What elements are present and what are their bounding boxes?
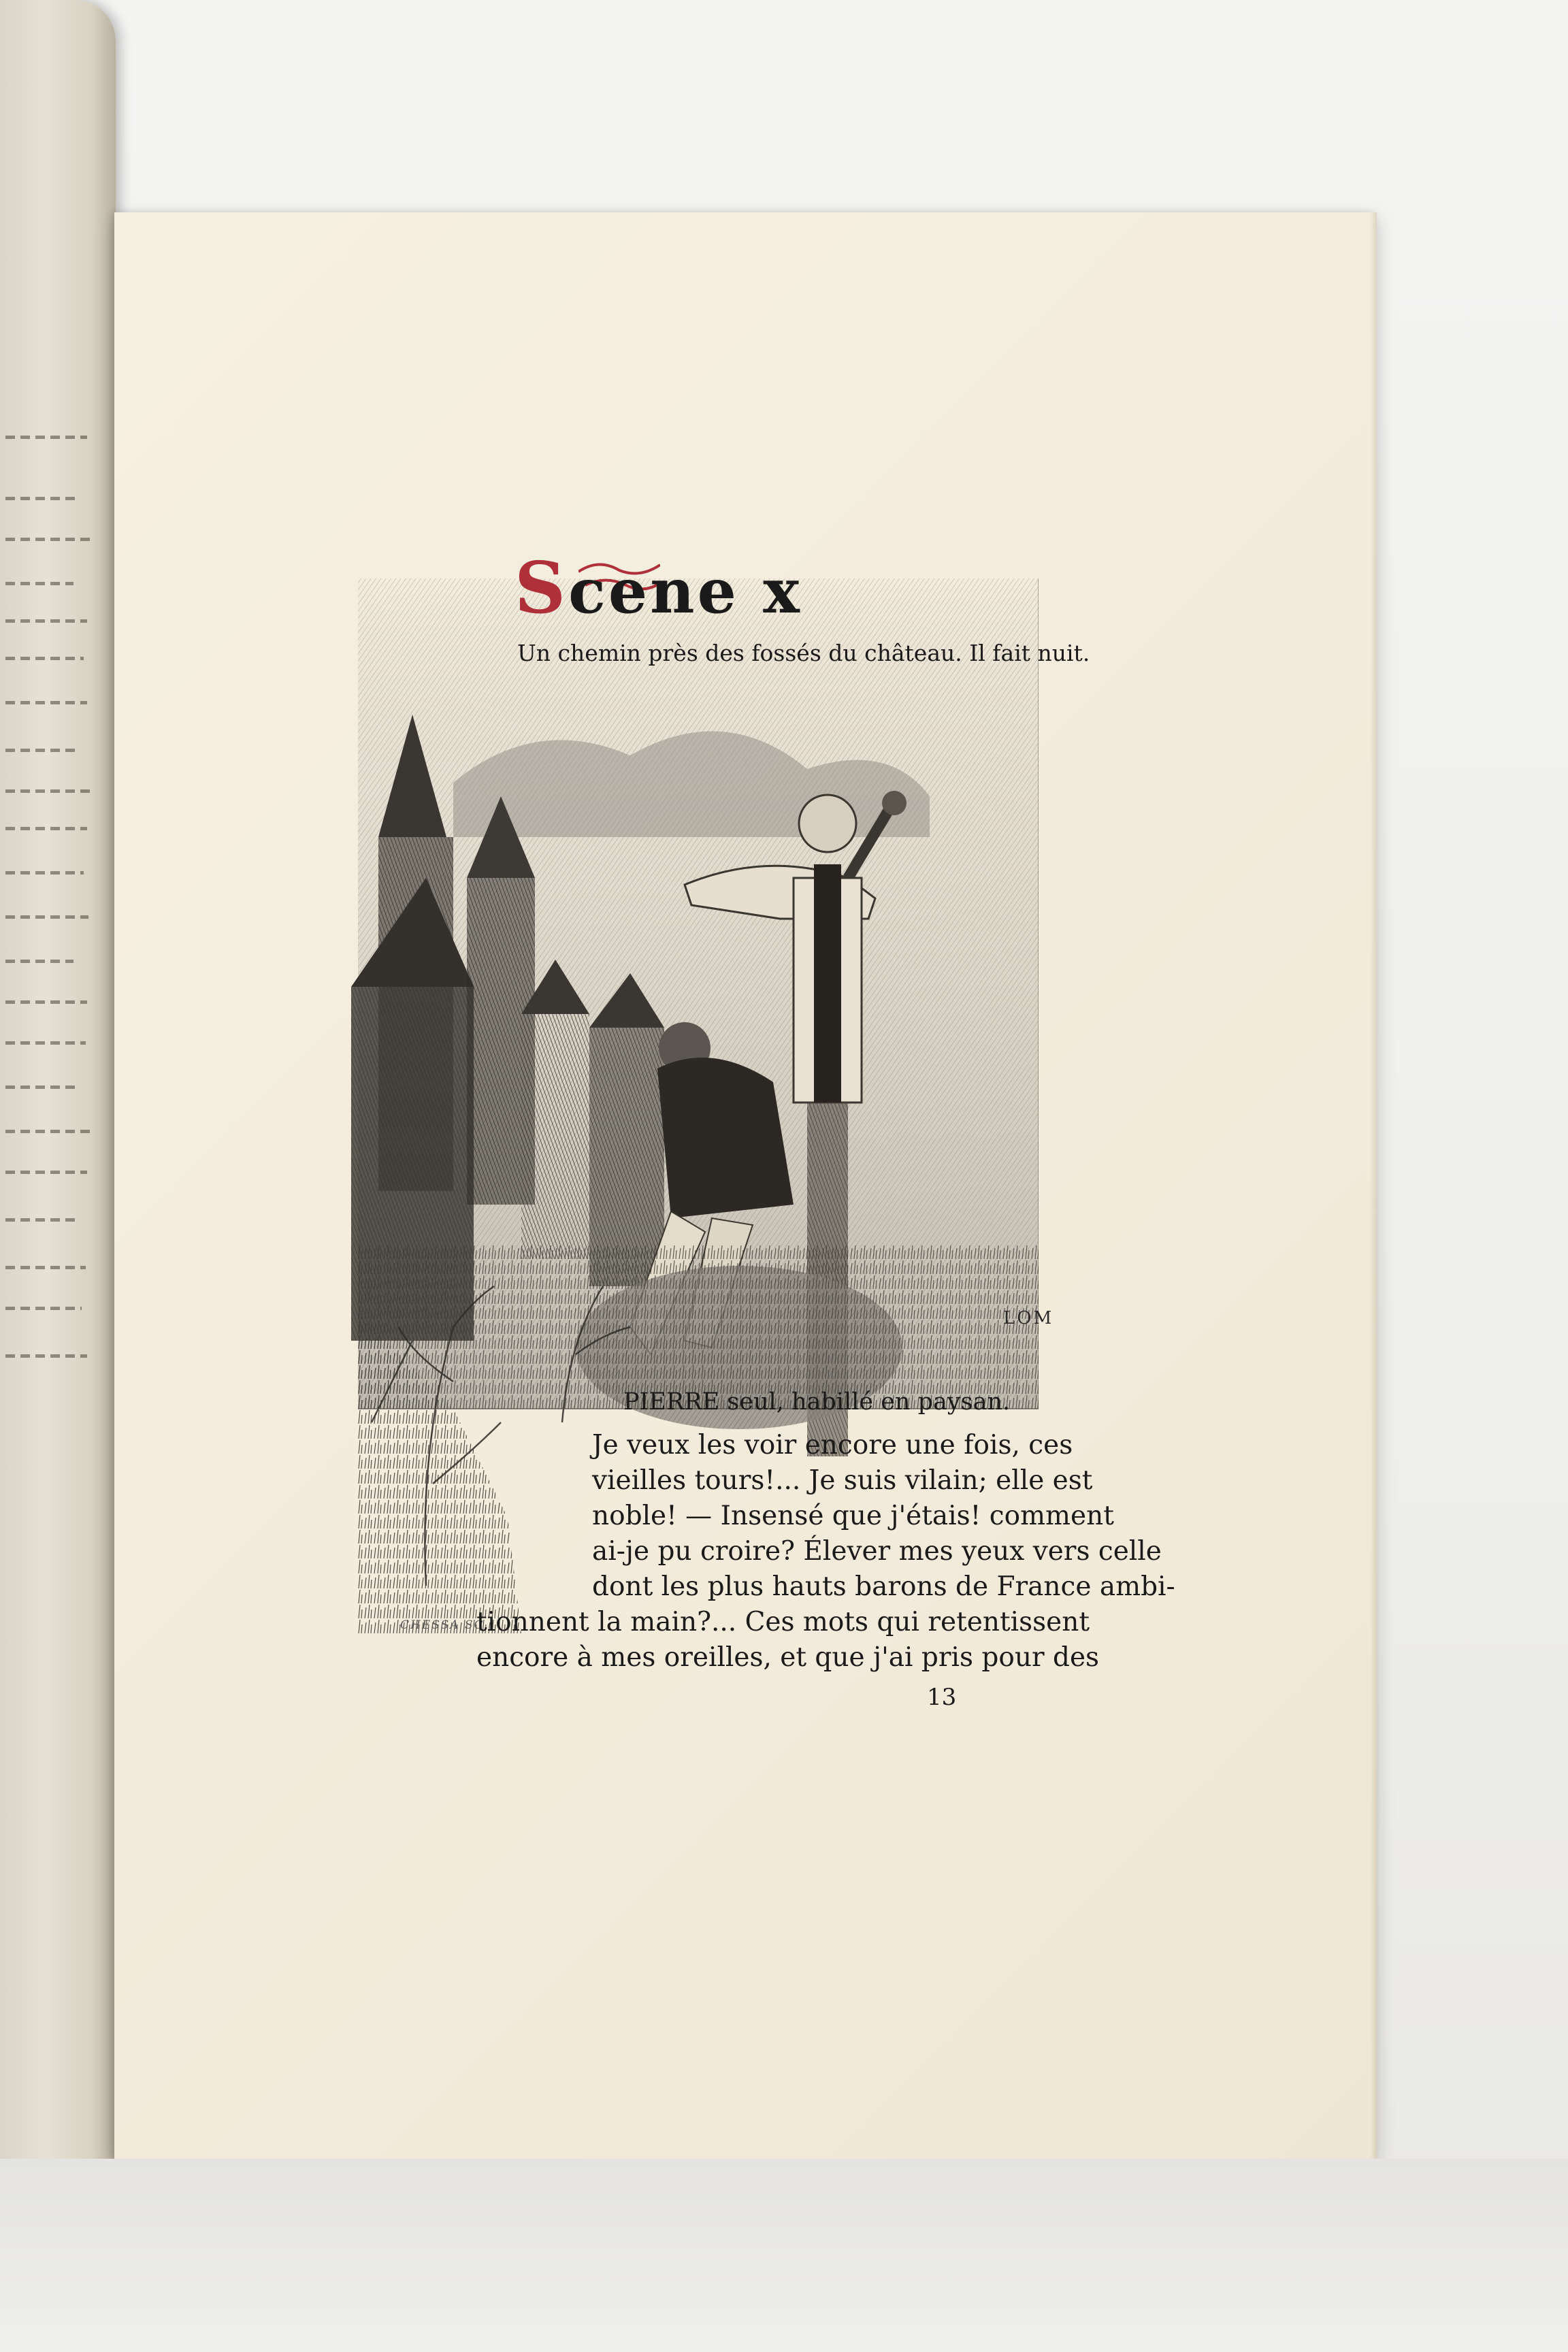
body-line: tionnent la main?... Ces mots qui retentissent <box>476 1607 1090 1637</box>
page-edge-shadow <box>1370 212 1377 2159</box>
character-direction: PIERRE seul, habillé en paysan. <box>623 1388 1011 1416</box>
scene-heading-initial: S <box>514 546 569 630</box>
scene-setting: Un chemin près des fossés du château. Il fait nuit. <box>517 640 1090 666</box>
scene-heading-rest: cene x <box>568 555 802 627</box>
page-number: 13 <box>927 1684 957 1711</box>
body-line: Je veux les voir encore une fois, ces <box>592 1430 1073 1460</box>
engraver-credit: CHESSA SC. <box>400 1618 489 1632</box>
ground <box>358 1245 1039 1409</box>
scene-heading <box>514 546 943 634</box>
body-line: noble! — Insensé que j'étais! comment <box>592 1501 1114 1531</box>
body-line: encore à mes oreilles, et que j'ai pris pour des <box>476 1642 1100 1673</box>
facing-page-left <box>0 0 116 2164</box>
artist-signature: LOM <box>1003 1308 1054 1328</box>
body-line: dont les plus hauts barons de France ambi- <box>592 1571 1175 1602</box>
table-surface <box>0 2159 1568 2352</box>
body-line: ai-je pu croire? Élever mes yeux vers celle <box>592 1536 1162 1567</box>
body-line: vieilles tours!... Je suis vilain; elle est <box>592 1465 1093 1496</box>
body-text <box>476 1428 1175 1676</box>
